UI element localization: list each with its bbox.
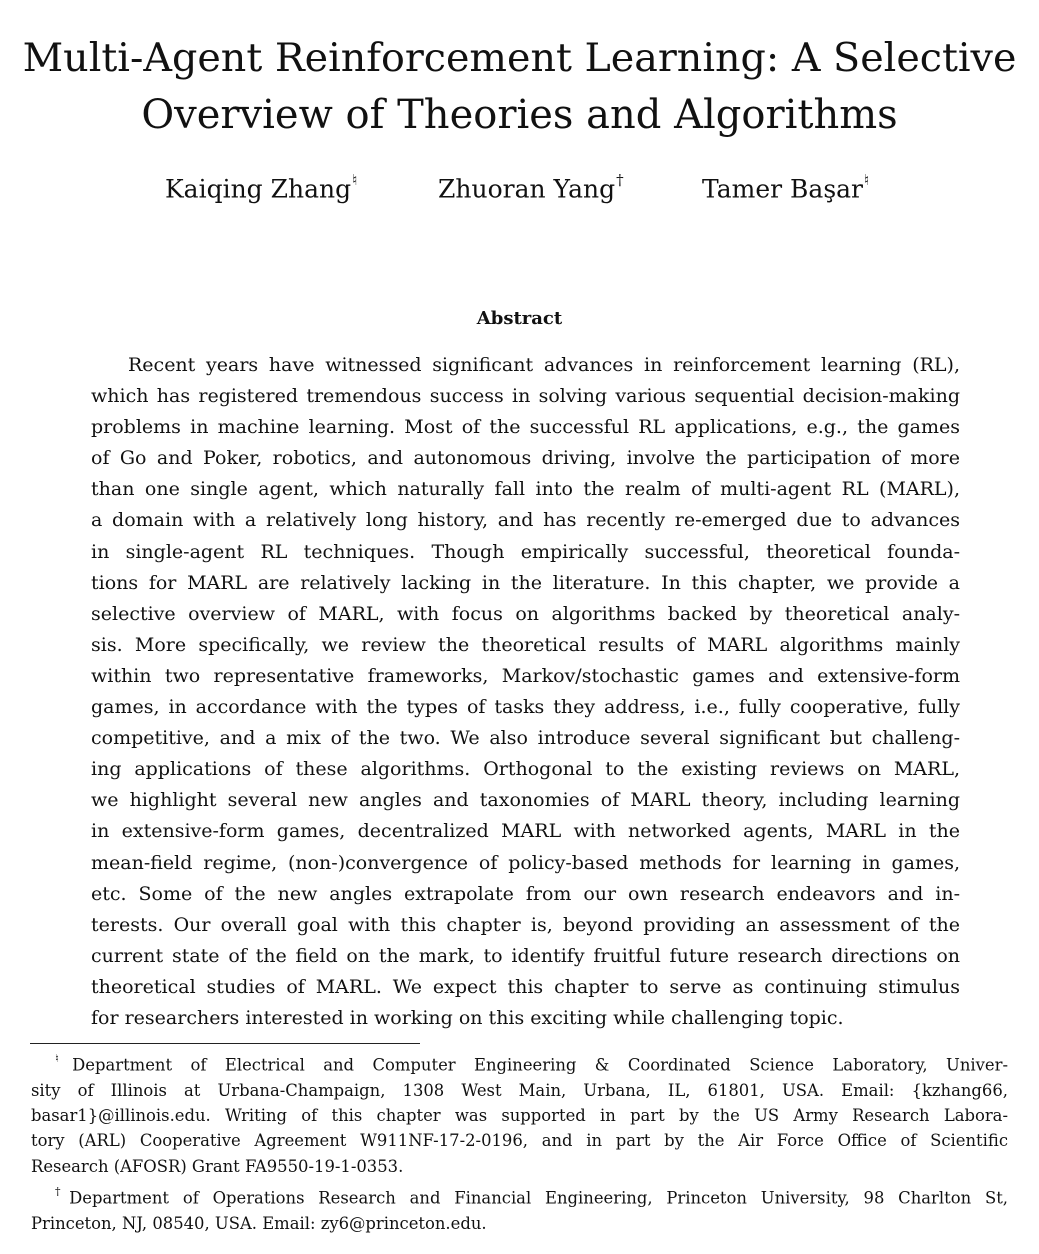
author-list xyxy=(0,171,1039,214)
abstract-line: tions for MARL are relatively lacking in the literature. In this chapter, we provide a xyxy=(91,571,960,594)
footnote-line: basar1}@illinois.edu. Writing of this chapter was supported in part by the US Army Research Labora- xyxy=(31,1106,1008,1126)
footnote-affiliation-princeton xyxy=(31,1181,1008,1236)
abstract-line: theoretical studies of MARL. We expect this chapter to serve as continuing stimulus xyxy=(91,975,960,998)
footnote-mark: † xyxy=(55,1184,70,1198)
abstract-line: games, in accordance with the types of tasks they address, i.e., fully cooperative, fully xyxy=(91,696,960,719)
footnote-line xyxy=(31,1048,1008,1078)
abstract-line: than one single agent, which naturally fall into the realm of multi-agent RL (MARL), xyxy=(91,478,960,501)
abstract-line: selective overview of MARL, with focus on algorithms backed by theoretical analy- xyxy=(91,602,960,625)
footnotes xyxy=(31,1048,1008,1238)
footnote-text: Department of Electrical and Computer Engineering & Coordinated Science Laboratory, Univer- xyxy=(72,1055,1008,1075)
abstract-line: for researchers interested in working on this exciting while challenging topic. xyxy=(91,1006,844,1029)
affiliation-mark: ♮ xyxy=(864,171,870,189)
abstract-line: ing applications of these algorithms. Orthogonal to the existing reviews on MARL, xyxy=(91,758,960,781)
footnote-line xyxy=(31,1181,1008,1211)
abstract-line: in single-agent RL techniques. Though empirically successful, theoretical founda- xyxy=(91,540,960,563)
footnote-affiliation-illinois xyxy=(31,1048,1008,1179)
abstract-line: of Go and Poker, robotics, and autonomous driving, involve the participation of more xyxy=(91,447,960,470)
abstract-body xyxy=(91,350,960,1034)
footnote-line: Research (AFOSR) Grant FA9550-19-1-0353. xyxy=(31,1156,404,1176)
footnote-mark: ♮ xyxy=(55,1052,73,1065)
footnote-line: tory (ARL) Cooperative Agreement W911NF-17-2-0196, and in part by the Air Force Office of Scientific xyxy=(31,1131,1008,1151)
author-1 xyxy=(165,171,358,204)
abstract-line: competitive, and a mix of the two. We also introduce several significant but challeng- xyxy=(91,727,960,750)
abstract-line: etc. Some of the new angles extrapolate from our own research endeavors and in- xyxy=(91,882,960,905)
abstract-line: terests. Our overall goal with this chapter is, beyond providing an assessment of the xyxy=(91,913,960,936)
abstract-line: a domain with a relatively long history, and has recently re-emerged due to advances xyxy=(91,509,960,532)
affiliation-mark: ♮ xyxy=(352,171,358,189)
author-3 xyxy=(702,171,870,204)
affiliation-mark: † xyxy=(616,171,624,189)
abstract-line: we highlight several new angles and taxonomies of MARL theory, including learning xyxy=(91,789,960,812)
title-line-2: Overview of Theories and Algorithms xyxy=(141,92,898,138)
abstract-line: current state of the field on the mark, to identify fruitful future research directions on xyxy=(91,944,960,967)
author-name: Tamer Başar xyxy=(702,174,863,204)
abstract-line: mean-field regime, (non-)convergence of policy-based methods for learning in games, xyxy=(91,851,960,874)
abstract-line: problems in machine learning. Most of the successful RL applications, e.g., the games xyxy=(91,416,960,439)
abstract-line: sis. More specifically, we review the theoretical results of MARL algorithms mainly xyxy=(91,633,960,656)
author-2 xyxy=(438,171,624,204)
author-name: Kaiqing Zhang xyxy=(165,174,352,204)
footnote-line: Princeton, NJ, 08540, USA. Email: zy6@princeton.edu. xyxy=(31,1213,487,1233)
footnote-divider xyxy=(30,1043,420,1044)
abstract-heading: Abstract xyxy=(476,308,563,329)
title-line-1: Multi-Agent Reinforcement Learning: A Selective xyxy=(22,35,1017,81)
abstract-line: in extensive-form games, decentralized MARL with networked agents, MARL in the xyxy=(91,820,960,843)
paper-title xyxy=(20,30,1019,144)
author-name: Zhuoran Yang xyxy=(438,174,616,204)
abstract-line: which has registered tremendous success in solving various sequential decision-making xyxy=(91,385,960,408)
abstract-line: Recent years have witnessed significant advances in reinforcement learning (RL), xyxy=(128,354,960,376)
footnote-line: sity of Illinois at Urbana-Champaign, 1308 West Main, Urbana, IL, 61801, USA. Email: {kzhang66, xyxy=(31,1080,1008,1100)
footnote-text: Department of Operations Research and Financial Engineering, Princeton University, 98 Charlton St, xyxy=(69,1188,1008,1208)
abstract-line: within two representative frameworks, Markov/stochastic games and extensive-form xyxy=(91,664,960,687)
